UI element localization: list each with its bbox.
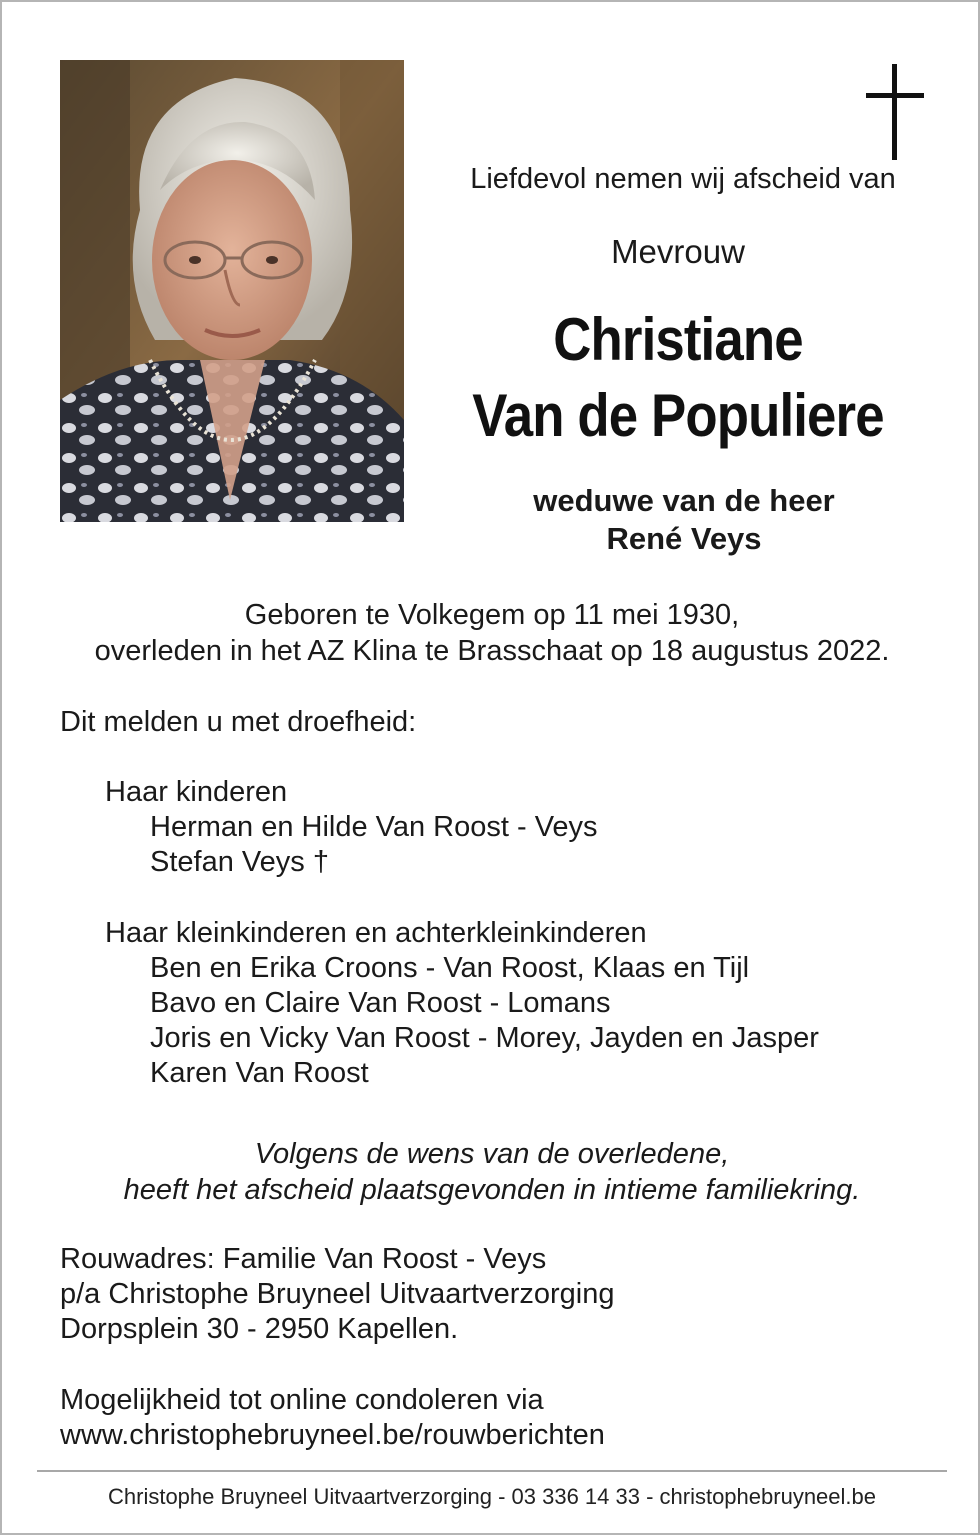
wish-line-1: Volgens de wens van de overledene, <box>254 1138 730 1170</box>
wish-line-2: heeft het afscheid plaatsgevonden in intieme familiekring. <box>123 1174 861 1206</box>
portrait-photo <box>60 60 404 522</box>
announce-text: Dit melden u met droefheid: <box>60 706 417 738</box>
list-item: Stefan Veys † <box>150 846 329 878</box>
latin-cross-icon <box>866 64 924 160</box>
first-name: Christiane <box>553 306 803 373</box>
salutation: Mevrouw <box>611 233 745 270</box>
children-heading: Haar kinderen <box>105 776 288 808</box>
widow-line-2: René Veys <box>606 521 762 556</box>
deceased-name <box>462 302 895 454</box>
widow-line-1: weduwe van de heer <box>533 483 835 518</box>
intro-text: Liefdevol nemen wij afscheid van <box>470 163 896 195</box>
footer-text: Christophe Bruyneel Uitvaartverzorging - 03 336 14 33 - christophebruyneel.be <box>108 1484 876 1509</box>
birth-line: Geboren te Volkegem op 11 mei 1930, <box>244 599 740 631</box>
last-name: Van de Populiere <box>472 382 884 449</box>
birth-death-details <box>42 597 942 669</box>
condolence-line: Mogelijkheid tot online condoleren via <box>60 1384 544 1416</box>
list-item: Ben en Erika Croons - Van Roost, Klaas en Tijl <box>150 952 750 984</box>
children-section <box>60 775 598 880</box>
address-line-2: p/a Christophe Bruyneel Uitvaartverzorging <box>60 1278 615 1310</box>
list-item: Karen Van Roost <box>150 1057 369 1089</box>
death-line: overleden in het AZ Klina te Brasschaat op 18 augustus 2022. <box>94 635 890 667</box>
condolence-link[interactable]: www.christophebruyneel.be/rouwberichten <box>60 1419 605 1451</box>
address-line-1: Rouwadres: Familie Van Roost - Veys <box>60 1243 547 1275</box>
list-item: Bavo en Claire Van Roost - Lomans <box>150 987 611 1019</box>
list-item: Herman en Hilde Van Roost - Veys <box>150 811 598 843</box>
grandchildren-heading: Haar kleinkinderen en achterkleinkinderen <box>105 917 647 949</box>
online-condolence <box>60 1383 605 1453</box>
list-item: Joris en Vicky Van Roost - Morey, Jayden en Jasper <box>150 1022 819 1054</box>
address-line-3: Dorpsplein 30 - 2950 Kapellen. <box>60 1313 459 1345</box>
mourning-address <box>60 1242 615 1347</box>
wish-text <box>42 1136 942 1208</box>
widow-of <box>462 482 906 558</box>
grandchildren-section <box>60 916 819 1091</box>
footer-divider <box>37 1470 947 1472</box>
